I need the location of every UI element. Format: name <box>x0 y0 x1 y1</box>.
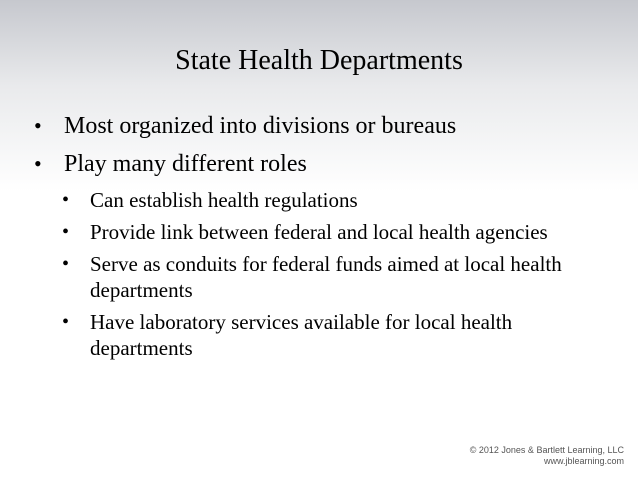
sub-bullet-container <box>34 187 614 361</box>
bullet-list <box>34 111 614 367</box>
bullet-item <box>34 149 614 179</box>
bullet-marker: • <box>34 113 42 138</box>
sub-bullet-item <box>34 309 614 361</box>
sub-bullet-item <box>34 187 614 213</box>
sub-bullet-text: Provide link between federal and local health agencies <box>90 220 548 244</box>
sub-bullet-marker: • <box>62 311 70 333</box>
bullet-marker: • <box>34 151 42 176</box>
sub-bullet-marker: • <box>62 221 70 243</box>
sub-bullet-item <box>34 219 614 245</box>
copyright-text: © 2012 Jones & Bartlett Learning, LLC <box>469 445 624 455</box>
sub-bullet-item <box>34 251 614 303</box>
copyright-footer <box>470 445 624 467</box>
bullet-text: Most organized into divisions or bureaus <box>64 113 457 139</box>
sub-bullet-text: Serve as conduits for federal funds aimed at local health departments <box>90 252 562 302</box>
bullet-text: Play many different roles <box>64 151 307 177</box>
slide-title: State Health Departments <box>175 45 463 76</box>
bullet-item <box>34 111 614 141</box>
sub-bullet-marker: • <box>62 253 70 275</box>
sub-bullet-marker: • <box>62 189 70 211</box>
sub-bullet-list <box>34 187 614 361</box>
sub-bullet-text: Can establish health regulations <box>90 188 358 212</box>
sub-bullet-text: Have laboratory services available for local health departments <box>90 310 513 360</box>
website-text: www.jblearning.com <box>543 456 624 466</box>
